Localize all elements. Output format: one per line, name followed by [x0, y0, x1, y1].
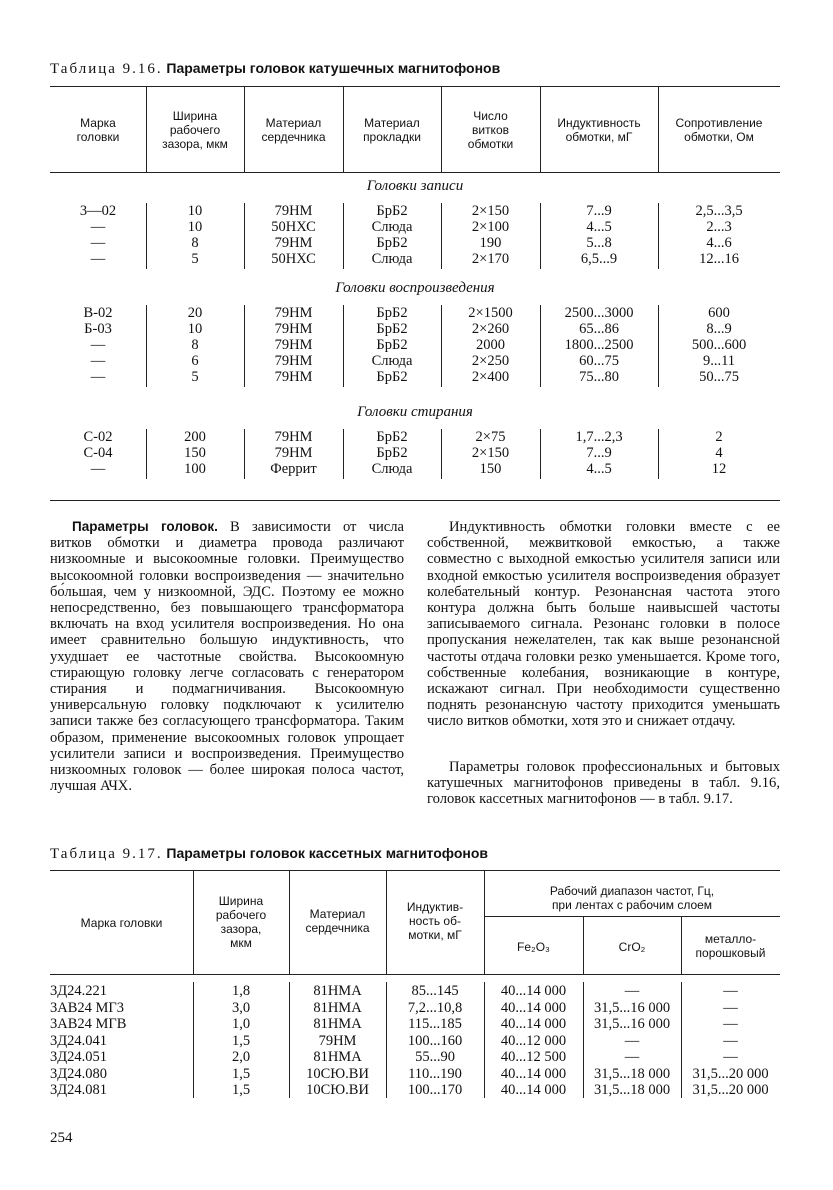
table2-cell: 3Д24.080 [50, 1065, 108, 1082]
table1-cell: 2×100 [471, 219, 510, 235]
table1-cell: 60...75 [579, 353, 619, 369]
table1-cell: БрБ2 [376, 203, 408, 219]
table2-cell: 85...145 [411, 983, 459, 999]
table1-column-header: Индуктивность обмотки, мГ [557, 116, 641, 144]
table1-cell: 4 [715, 445, 723, 461]
table2-cell: 1,8 [231, 983, 251, 999]
table1-section-title: Головки стирания [357, 404, 473, 420]
table2-cell: — [624, 1032, 640, 1049]
table2-title: Параметры головок кассетных магнитофонов [166, 845, 489, 861]
table1-cell: 65...86 [579, 321, 619, 337]
table1-cell: 75...80 [579, 369, 619, 385]
table1-cell: 12...16 [699, 251, 739, 267]
table1-cell: Феррит [270, 461, 317, 477]
table2-subheader: металло- порошковый [695, 932, 766, 960]
table1-cell: 79НМ [274, 353, 313, 369]
table2-cell: 40...12 000 [500, 1032, 567, 1049]
text-right-paragraph-1: Индуктивность обмотки головки вместе с ее собственной, межвитковой емкостью, а также совместно с выходной емкостью усилителя записи или входной емкостью усилителя воспроизведения образует колебательный контур. Резонансная частота этого контура должна быть больше наивысшей частоты записываемого сигнала. Резонанс головки в полосе пропускания нежелателен, так как выше резонансной частоты отдача головки резко уменьшается. Кроме того, собственные колебания, возникающие в контуре, искажают сигнал. При необходимости существенно поднять резонансную частоту приходится уменьшать число витков обмотки, хотя это и снижает отдачу. [427, 519, 780, 730]
table2-column-header: Марка головки [80, 916, 163, 930]
table1-column-header: Материал прокладки [363, 116, 421, 144]
table1-cell: С-02 [83, 429, 113, 445]
table2-column-header: Материал сердечника [305, 907, 370, 935]
table1-cell: 2×250 [471, 353, 510, 369]
table2-column-header: Ширина рабочего зазора, мкм [215, 894, 267, 950]
table2-cell: 3Д24.051 [50, 1049, 108, 1065]
table1-cell: БрБ2 [376, 305, 408, 321]
table1-cell: — [90, 219, 106, 235]
table1-cell: Слюда [371, 251, 413, 267]
table1-cell: 79НМ [274, 445, 313, 461]
table2-cell: 100...160 [407, 1032, 463, 1049]
table1-cell: 2×260 [471, 321, 510, 337]
table2-cell: — [723, 1032, 738, 1049]
table2-cell: 79НМ [318, 1032, 357, 1049]
table1-header-rule [50, 172, 780, 173]
table1-cell: БрБ2 [376, 337, 408, 353]
table2-header-rule [50, 974, 780, 975]
table2-cell: 3АВ24 МГВ [50, 1016, 127, 1032]
table2-caption [50, 845, 488, 863]
table1-cell: 2...3 [706, 219, 732, 235]
table1-cell: — [90, 353, 106, 369]
table2-subheader: CrO₂ [618, 940, 646, 954]
table2-cell: 40...14 000 [500, 1065, 567, 1082]
table1-cell: 4...6 [706, 235, 732, 251]
table1-cell: 79НМ [274, 235, 313, 251]
table2-cell: 10СЮ.ВИ [306, 1065, 369, 1082]
table2-cell: 1,5 [231, 1032, 251, 1049]
table1-column-header: Число витков обмотки [467, 109, 514, 151]
text-left-body: В зависимости от числа витков обмотки и диаметра провода различают низкоомные и высокоомные головки. Преимущество высокоомной головки воспроизведения — значительно бо́льшая, чем у низкоомной, ЭДС. Поэтому ее можно непосредственно, без повышающего трансформатора включать на вход усилителя воспроизведения. Но она имеет сравнительно большую индуктивность, что ухудшает ее частотные свойства. Высокоомную стирающую головку легче согласовать с генератором стирания и подмагничивания. Высокоомную универсальную головку подключают к усилителю записи также без согласующего трансформатора. Таким образом, применение высокоомных головок упрощает усилители записи и воспроизведения. Преимущество низкоомных головок — более широкая полоса частот, лучшая АЧХ. [50, 519, 405, 795]
table1-cell: 190 [479, 235, 502, 251]
table2-cell: 31,5...18 000 [593, 1065, 671, 1082]
table2-cell: 1,0 [231, 1016, 251, 1032]
table1-cell: 8 [191, 235, 199, 251]
table1-cell: 79НМ [274, 305, 313, 321]
table1-cell: БрБ2 [376, 445, 408, 461]
text-left-paragraph [50, 519, 404, 794]
table2-cell: 1,5 [231, 1082, 251, 1098]
table2-cell: 81НМА [313, 999, 362, 1016]
table1-caption [50, 60, 500, 78]
table1-cell: 3—02 [79, 203, 117, 219]
table2-cell: — [624, 1049, 640, 1065]
table1-cell: Слюда [371, 219, 413, 235]
table1-cell: 2,5...3,5 [695, 203, 743, 219]
table2-cell: 31,5...16 000 [593, 1016, 671, 1032]
table1-cell: 20 [187, 305, 203, 321]
table1-cell: 6,5...9 [580, 251, 618, 267]
table1-cell: 600 [708, 305, 730, 321]
table1-cell: 79НМ [274, 429, 313, 445]
table1-column-header: Материал сердечника [261, 116, 326, 144]
table1-column-header: Сопротивление обмотки, Ом [675, 116, 763, 144]
table1-cell: 10 [187, 203, 203, 219]
table1-cell: 50НХС [271, 219, 316, 235]
table1-cell: — [90, 461, 106, 477]
table1-cell: 2×400 [471, 369, 510, 385]
table2-top-rule [50, 870, 780, 871]
table2-cell: 3Д24.081 [50, 1082, 108, 1098]
table1-cell: 2×75 [475, 429, 506, 445]
table1-cell: БрБ2 [376, 369, 408, 385]
table1-cell: БрБ2 [376, 321, 408, 337]
table1-cell: Б-03 [84, 321, 112, 337]
table2-cell: 3Д24.221 [50, 983, 108, 999]
table1-cell: С-04 [83, 445, 113, 461]
table2-cell: 81НМА [313, 1016, 362, 1032]
table2-subheader: Fe₂O₃ [517, 940, 550, 954]
table2-cell: 31,5...18 000 [593, 1082, 671, 1098]
table2-cell: 31,5...16 000 [593, 999, 671, 1016]
table1-cell: — [90, 251, 106, 267]
page-number: 254 [50, 1130, 73, 1146]
table1-cell: 2×150 [471, 203, 510, 219]
table1-cell: 150 [184, 445, 206, 461]
table1-section-title: Головки воспроизведения [335, 280, 495, 296]
table1-cell: 4...5 [586, 461, 612, 477]
table1-cell: 8 [191, 337, 199, 353]
table1-cell: 10 [187, 219, 203, 235]
table2-column-header: Индуктив- ность об- мотки, мГ [406, 900, 464, 942]
table1-cell: 79НМ [274, 369, 313, 385]
table2-cell: 40...14 000 [500, 983, 567, 999]
table1-cell: 50НХС [271, 251, 316, 267]
text-left-bold: Параметры головок. [72, 519, 218, 534]
table2-cell: 31,5...20 000 [692, 1082, 769, 1098]
table1-cell: 2×170 [471, 251, 510, 267]
table2-cell: 40...14 000 [500, 1082, 567, 1098]
table2-column-header: Рабочий диапазон частот, Гц, при лентах с рабочим слоем [549, 884, 715, 912]
table1-top-rule [50, 86, 780, 87]
table2-cell: — [624, 983, 640, 999]
table2-cell: 115...185 [408, 1016, 462, 1032]
text-right-paragraph-2: Параметры головок профессиональных и бытовых катушечных магнитофонов приведены в табл. 9.16, головок кассетных магнитофонов — в табл. 9.17. [427, 759, 780, 808]
table2-cell: 40...14 000 [500, 1016, 567, 1032]
table1-cell: 7...9 [586, 445, 612, 461]
table2-cell: 55...90 [415, 1049, 455, 1065]
table2-cell: 81НМА [313, 1049, 362, 1065]
table1-cell: 5 [191, 251, 199, 267]
table1-cell: — [90, 235, 106, 251]
table1-label: Таблица 9.16. [50, 61, 163, 77]
table1-cell: — [90, 369, 106, 385]
table2-subheader-rule [484, 916, 780, 917]
table2-cell: 2,0 [231, 1049, 251, 1065]
table1-column-header: Марка головки [76, 116, 120, 144]
table2-cell: 3АВ24 МГ3 [50, 999, 125, 1016]
table1-cell: 1800...2500 [564, 337, 634, 353]
table2-label: Таблица 9.17. [50, 846, 163, 862]
table1-cell: 5 [191, 369, 199, 385]
table1-cell: Слюда [371, 461, 413, 477]
table2-cell: 100...170 [407, 1082, 463, 1098]
table1-cell: 79НМ [274, 321, 313, 337]
table2-cell: — [723, 999, 738, 1016]
table1-cell: 100 [184, 461, 206, 477]
table2-cell: 7,2...10,8 [407, 999, 463, 1016]
table1-cell: 150 [479, 461, 502, 477]
table1-column-header: Ширина рабочего зазора, мкм [162, 109, 228, 151]
table1-cell: 1,7...2,3 [575, 429, 623, 445]
table1-cell: 6 [191, 353, 199, 369]
table1-bottom-rule [50, 500, 780, 501]
table2-cell: 3,0 [231, 999, 251, 1016]
table1-cell: БрБ2 [376, 429, 408, 445]
table2-cell: — [723, 983, 738, 999]
table1-cell: 12 [711, 461, 727, 477]
table1-cell: 2×150 [471, 445, 510, 461]
table1-cell: 8...9 [706, 321, 732, 337]
table1-cell: 2000 [476, 337, 505, 353]
table2-cell: 3Д24.041 [50, 1032, 108, 1049]
table1-title: Параметры головок катушечных магнитофонов [166, 60, 501, 76]
table2-cell: 40...14 000 [500, 999, 567, 1016]
table2-cell: 1,5 [231, 1065, 251, 1082]
table1-cell: 79НМ [274, 337, 313, 353]
table1-cell: 2500...3000 [564, 305, 634, 321]
table2-cell: 81НМА [313, 983, 362, 999]
table1-cell: 5...8 [586, 235, 612, 251]
table2-cell: 31,5...20 000 [692, 1065, 769, 1082]
table1-cell: — [90, 337, 106, 353]
table2-cell: 110...190 [408, 1065, 462, 1082]
table1-cell: 79НМ [274, 203, 313, 219]
table2-cell: 40...12 500 [500, 1049, 567, 1065]
table1-cell: 10 [187, 321, 203, 337]
table2-cell: — [723, 1016, 738, 1032]
table1-cell: 2 [715, 429, 723, 445]
table1-cell: 50...75 [699, 369, 739, 385]
table1-cell: В-02 [83, 305, 113, 321]
table2-cell: — [723, 1049, 738, 1065]
table1-cell: 4...5 [586, 219, 612, 235]
table1-cell: 200 [184, 429, 206, 445]
table1-cell: 500...600 [691, 337, 747, 353]
table2-cell: 10СЮ.ВИ [306, 1082, 369, 1098]
table1-cell: 7...9 [586, 203, 612, 219]
table1-cell: Слюда [371, 353, 413, 369]
table1-cell: 2×1500 [468, 305, 513, 321]
table1-cell: БрБ2 [376, 235, 408, 251]
table1-cell: 9...11 [702, 353, 736, 369]
table1-section-title: Головки записи [366, 178, 464, 194]
